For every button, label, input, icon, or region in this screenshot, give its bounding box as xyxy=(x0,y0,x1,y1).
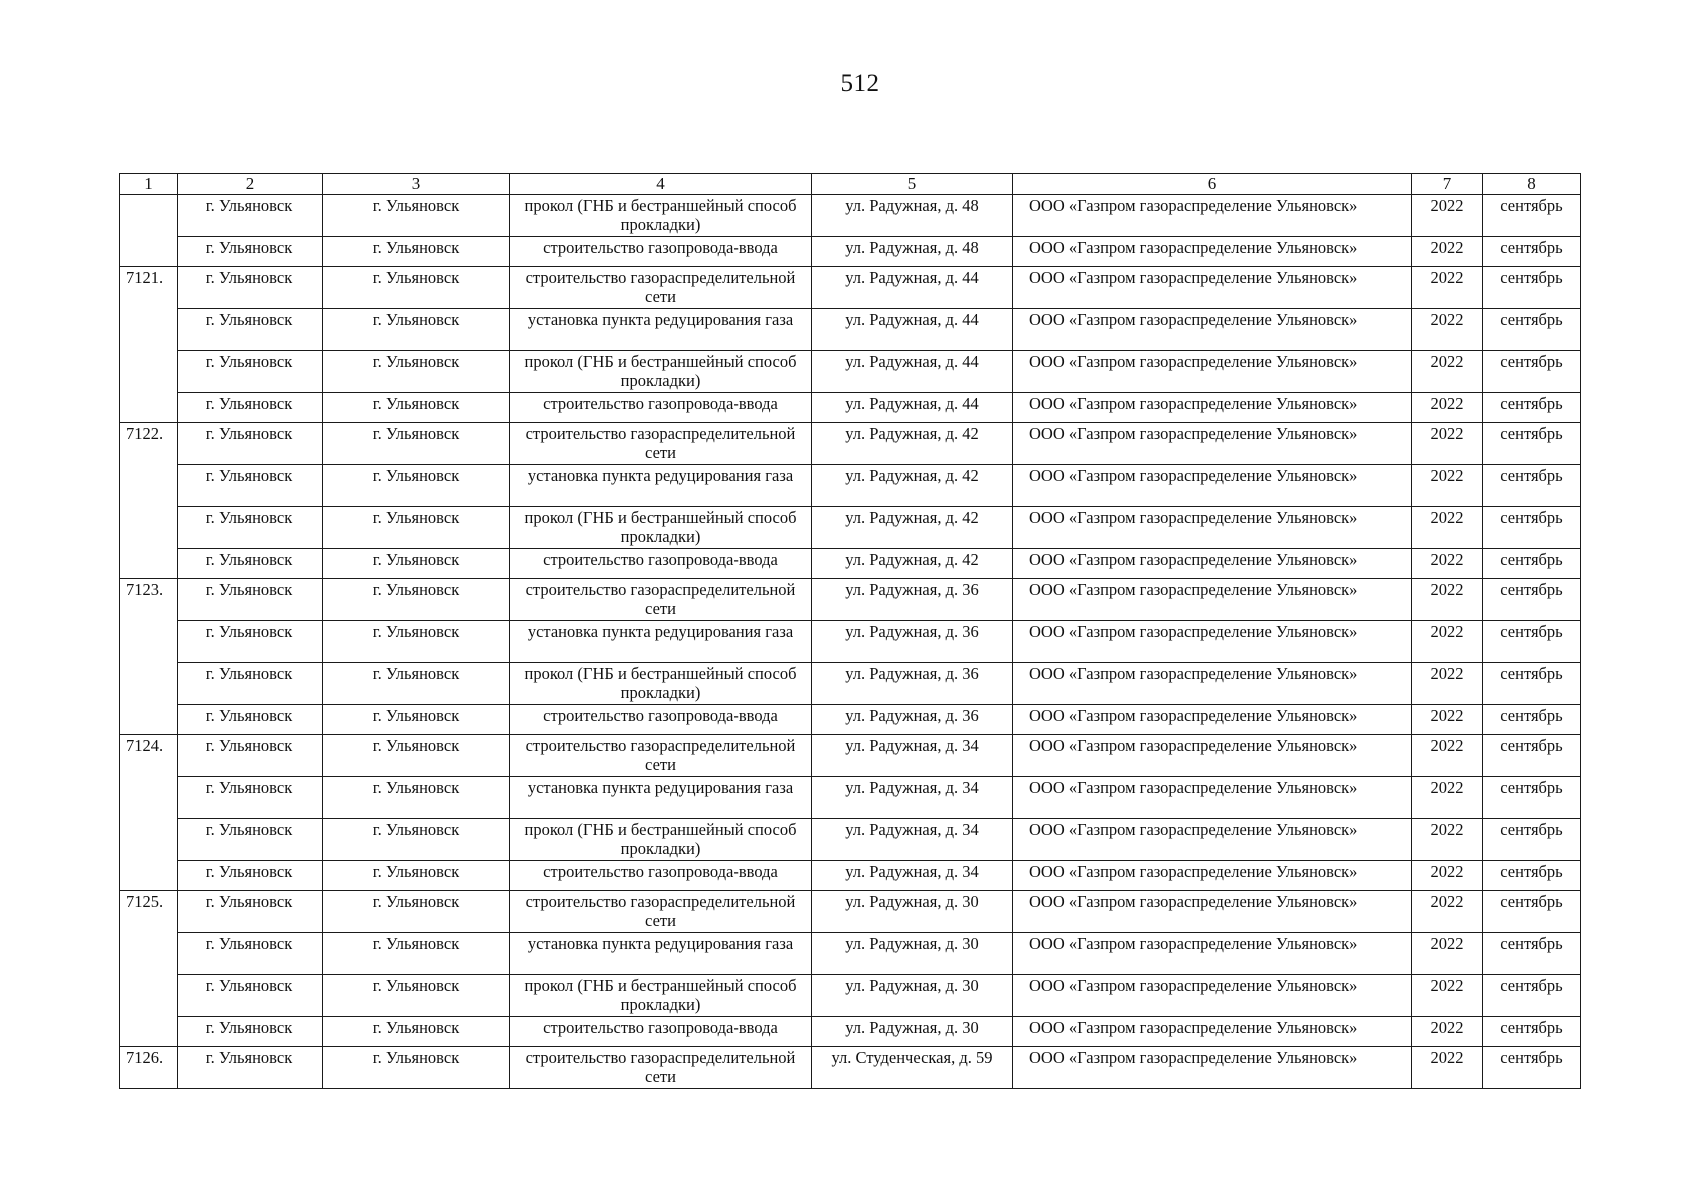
address-cell: ул. Радужная, д. 42 xyxy=(812,507,1013,549)
table-row xyxy=(120,663,1581,705)
region-cell: г. Ульяновск xyxy=(178,507,323,549)
row-number-cell: 7126. xyxy=(120,1047,178,1089)
month-cell: сентябрь xyxy=(1483,267,1581,309)
organization-cell: ООО «Газпром газораспределение Ульяновск» xyxy=(1013,1017,1412,1047)
settlement-cell: г. Ульяновск xyxy=(323,423,510,465)
settlement-cell: г. Ульяновск xyxy=(323,195,510,237)
row-number-cell: 7123. xyxy=(120,579,178,621)
address-cell: ул. Радужная, д. 30 xyxy=(812,933,1013,975)
year-cell: 2022 xyxy=(1412,309,1483,351)
organization-cell: ООО «Газпром газораспределение Ульяновск» xyxy=(1013,819,1412,861)
year-cell: 2022 xyxy=(1412,891,1483,933)
row-number-cell: 7125. xyxy=(120,891,178,933)
month-cell: сентябрь xyxy=(1483,351,1581,393)
year-cell: 2022 xyxy=(1412,465,1483,507)
region-cell: г. Ульяновск xyxy=(178,579,323,621)
month-cell: сентябрь xyxy=(1483,1017,1581,1047)
month-cell: сентябрь xyxy=(1483,465,1581,507)
region-cell: г. Ульяновск xyxy=(178,705,323,735)
settlement-cell: г. Ульяновск xyxy=(323,237,510,267)
settlement-cell: г. Ульяновск xyxy=(323,579,510,621)
table-row xyxy=(120,423,1581,465)
work-type-cell: строительство газопровода-ввода xyxy=(510,237,812,267)
table-row xyxy=(120,195,1581,237)
work-type-cell: строительство газопровода-ввода xyxy=(510,549,812,579)
organization-cell: ООО «Газпром газораспределение Ульяновск» xyxy=(1013,195,1412,237)
year-cell: 2022 xyxy=(1412,1047,1483,1089)
table-row xyxy=(120,819,1581,861)
organization-cell: ООО «Газпром газораспределение Ульяновск» xyxy=(1013,267,1412,309)
settlement-cell: г. Ульяновск xyxy=(323,777,510,819)
year-cell: 2022 xyxy=(1412,195,1483,237)
organization-cell: ООО «Газпром газораспределение Ульяновск» xyxy=(1013,237,1412,267)
table-row xyxy=(120,237,1581,267)
month-cell: сентябрь xyxy=(1483,663,1581,705)
year-cell: 2022 xyxy=(1412,819,1483,861)
month-cell: сентябрь xyxy=(1483,1047,1581,1089)
organization-cell: ООО «Газпром газораспределение Ульяновск» xyxy=(1013,393,1412,423)
organization-cell: ООО «Газпром газораспределение Ульяновск» xyxy=(1013,507,1412,549)
row-number-cell xyxy=(120,1017,178,1047)
row-number-cell xyxy=(120,777,178,819)
region-cell: г. Ульяновск xyxy=(178,861,323,891)
region-cell: г. Ульяновск xyxy=(178,393,323,423)
region-cell: г. Ульяновск xyxy=(178,465,323,507)
column-header: 8 xyxy=(1483,174,1581,195)
year-cell: 2022 xyxy=(1412,423,1483,465)
column-header: 4 xyxy=(510,174,812,195)
region-cell: г. Ульяновск xyxy=(178,549,323,579)
year-cell: 2022 xyxy=(1412,705,1483,735)
settlement-cell: г. Ульяновск xyxy=(323,393,510,423)
address-cell: ул. Радужная, д. 36 xyxy=(812,705,1013,735)
month-cell: сентябрь xyxy=(1483,891,1581,933)
organization-cell: ООО «Газпром газораспределение Ульяновск» xyxy=(1013,351,1412,393)
work-type-cell: установка пункта редуцирования газа xyxy=(510,621,812,663)
settlement-cell: г. Ульяновск xyxy=(323,975,510,1017)
month-cell: сентябрь xyxy=(1483,819,1581,861)
work-type-cell: строительство газопровода-ввода xyxy=(510,1017,812,1047)
work-type-cell: строительство газораспределительной сети xyxy=(510,579,812,621)
address-cell: ул. Радужная, д. 34 xyxy=(812,861,1013,891)
row-number-cell xyxy=(120,195,178,237)
table-row xyxy=(120,579,1581,621)
address-cell: ул. Радужная, д. 30 xyxy=(812,975,1013,1017)
column-header: 5 xyxy=(812,174,1013,195)
year-cell: 2022 xyxy=(1412,1017,1483,1047)
table-row xyxy=(120,933,1581,975)
month-cell: сентябрь xyxy=(1483,777,1581,819)
row-number-cell xyxy=(120,309,178,351)
settlement-cell: г. Ульяновск xyxy=(323,861,510,891)
row-number-cell xyxy=(120,351,178,393)
year-cell: 2022 xyxy=(1412,237,1483,267)
row-number-cell xyxy=(120,975,178,1017)
work-type-cell: строительство газораспределительной сети xyxy=(510,267,812,309)
settlement-cell: г. Ульяновск xyxy=(323,621,510,663)
month-cell: сентябрь xyxy=(1483,309,1581,351)
column-header: 2 xyxy=(178,174,323,195)
work-type-cell: строительство газораспределительной сети xyxy=(510,1047,812,1089)
address-cell: ул. Студенческая, д. 59 xyxy=(812,1047,1013,1089)
address-cell: ул. Радужная, д. 42 xyxy=(812,549,1013,579)
region-cell: г. Ульяновск xyxy=(178,975,323,1017)
organization-cell: ООО «Газпром газораспределение Ульяновск» xyxy=(1013,663,1412,705)
work-type-cell: установка пункта редуцирования газа xyxy=(510,465,812,507)
page-number: 512 xyxy=(840,70,880,97)
address-cell: ул. Радужная, д. 36 xyxy=(812,621,1013,663)
region-cell: г. Ульяновск xyxy=(178,621,323,663)
work-type-cell: установка пункта редуцирования газа xyxy=(510,777,812,819)
table-header-row xyxy=(120,174,1581,195)
table-row xyxy=(120,351,1581,393)
table-row xyxy=(120,861,1581,891)
year-cell: 2022 xyxy=(1412,933,1483,975)
organization-cell: ООО «Газпром газораспределение Ульяновск» xyxy=(1013,465,1412,507)
work-type-cell: прокол (ГНБ и бестраншейный способ прокладки) xyxy=(510,663,812,705)
row-number-cell xyxy=(120,705,178,735)
region-cell: г. Ульяновск xyxy=(178,1017,323,1047)
region-cell: г. Ульяновск xyxy=(178,237,323,267)
region-cell: г. Ульяновск xyxy=(178,891,323,933)
region-cell: г. Ульяновск xyxy=(178,423,323,465)
month-cell: сентябрь xyxy=(1483,861,1581,891)
region-cell: г. Ульяновск xyxy=(178,309,323,351)
table-row xyxy=(120,309,1581,351)
month-cell: сентябрь xyxy=(1483,705,1581,735)
column-header: 7 xyxy=(1412,174,1483,195)
organization-cell: ООО «Газпром газораспределение Ульяновск» xyxy=(1013,891,1412,933)
table-row xyxy=(120,705,1581,735)
table-row xyxy=(120,393,1581,423)
settlement-cell: г. Ульяновск xyxy=(323,663,510,705)
row-number-cell xyxy=(120,861,178,891)
work-type-cell: прокол (ГНБ и бестраншейный способ прокладки) xyxy=(510,819,812,861)
settlement-cell: г. Ульяновск xyxy=(323,891,510,933)
address-cell: ул. Радужная, д. 44 xyxy=(812,309,1013,351)
row-number-cell: 7121. xyxy=(120,267,178,309)
address-cell: ул. Радужная, д. 48 xyxy=(812,195,1013,237)
month-cell: сентябрь xyxy=(1483,423,1581,465)
organization-cell: ООО «Газпром газораспределение Ульяновск» xyxy=(1013,549,1412,579)
year-cell: 2022 xyxy=(1412,735,1483,777)
row-number-cell: 7124. xyxy=(120,735,178,777)
settlement-cell: г. Ульяновск xyxy=(323,1047,510,1089)
work-type-cell: строительство газопровода-ввода xyxy=(510,861,812,891)
organization-cell: ООО «Газпром газораспределение Ульяновск» xyxy=(1013,621,1412,663)
row-number-cell: 7122. xyxy=(120,423,178,465)
row-number-cell xyxy=(120,663,178,705)
row-number-cell xyxy=(120,933,178,975)
table-row xyxy=(120,975,1581,1017)
work-type-cell: строительство газопровода-ввода xyxy=(510,705,812,735)
table-row xyxy=(120,1047,1581,1089)
address-cell: ул. Радужная, д. 30 xyxy=(812,891,1013,933)
settlement-cell: г. Ульяновск xyxy=(323,819,510,861)
region-cell: г. Ульяновск xyxy=(178,663,323,705)
region-cell: г. Ульяновск xyxy=(178,933,323,975)
address-cell: ул. Радужная, д. 30 xyxy=(812,1017,1013,1047)
region-cell: г. Ульяновск xyxy=(178,819,323,861)
work-type-cell: прокол (ГНБ и бестраншейный способ прокладки) xyxy=(510,195,812,237)
work-type-cell: строительство газораспределительной сети xyxy=(510,735,812,777)
table-row xyxy=(120,549,1581,579)
month-cell: сентябрь xyxy=(1483,393,1581,423)
year-cell: 2022 xyxy=(1412,663,1483,705)
organization-cell: ООО «Газпром газораспределение Ульяновск» xyxy=(1013,309,1412,351)
organization-cell: ООО «Газпром газораспределение Ульяновск» xyxy=(1013,423,1412,465)
work-type-cell: строительство газораспределительной сети xyxy=(510,423,812,465)
table-row xyxy=(120,507,1581,549)
settlement-cell: г. Ульяновск xyxy=(323,705,510,735)
table-row xyxy=(120,1017,1581,1047)
address-cell: ул. Радужная, д. 42 xyxy=(812,465,1013,507)
region-cell: г. Ульяновск xyxy=(178,351,323,393)
month-cell: сентябрь xyxy=(1483,549,1581,579)
organization-cell: ООО «Газпром газораспределение Ульяновск» xyxy=(1013,933,1412,975)
month-cell: сентябрь xyxy=(1483,507,1581,549)
region-cell: г. Ульяновск xyxy=(178,777,323,819)
row-number-cell xyxy=(120,507,178,549)
year-cell: 2022 xyxy=(1412,621,1483,663)
organization-cell: ООО «Газпром газораспределение Ульяновск» xyxy=(1013,705,1412,735)
organization-cell: ООО «Газпром газораспределение Ульяновск» xyxy=(1013,735,1412,777)
work-type-cell: установка пункта редуцирования газа xyxy=(510,309,812,351)
year-cell: 2022 xyxy=(1412,861,1483,891)
region-cell: г. Ульяновск xyxy=(178,735,323,777)
row-number-cell xyxy=(120,237,178,267)
month-cell: сентябрь xyxy=(1483,735,1581,777)
settlement-cell: г. Ульяновск xyxy=(323,465,510,507)
organization-cell: ООО «Газпром газораспределение Ульяновск» xyxy=(1013,1047,1412,1089)
settlement-cell: г. Ульяновск xyxy=(323,549,510,579)
address-cell: ул. Радужная, д. 34 xyxy=(812,819,1013,861)
month-cell: сентябрь xyxy=(1483,975,1581,1017)
address-cell: ул. Радужная, д. 36 xyxy=(812,663,1013,705)
table-row xyxy=(120,735,1581,777)
settlement-cell: г. Ульяновск xyxy=(323,507,510,549)
month-cell: сентябрь xyxy=(1483,933,1581,975)
work-type-cell: строительство газораспределительной сети xyxy=(510,891,812,933)
year-cell: 2022 xyxy=(1412,393,1483,423)
organization-cell: ООО «Газпром газораспределение Ульяновск» xyxy=(1013,579,1412,621)
year-cell: 2022 xyxy=(1412,267,1483,309)
year-cell: 2022 xyxy=(1412,507,1483,549)
region-cell: г. Ульяновск xyxy=(178,195,323,237)
works-table xyxy=(119,173,1581,1089)
month-cell: сентябрь xyxy=(1483,579,1581,621)
organization-cell: ООО «Газпром газораспределение Ульяновск» xyxy=(1013,777,1412,819)
column-header: 6 xyxy=(1013,174,1412,195)
settlement-cell: г. Ульяновск xyxy=(323,309,510,351)
year-cell: 2022 xyxy=(1412,549,1483,579)
address-cell: ул. Радужная, д. 44 xyxy=(812,351,1013,393)
row-number-cell xyxy=(120,819,178,861)
settlement-cell: г. Ульяновск xyxy=(323,735,510,777)
region-cell: г. Ульяновск xyxy=(178,1047,323,1089)
table-body xyxy=(120,195,1581,1089)
address-cell: ул. Радужная, д. 42 xyxy=(812,423,1013,465)
column-header: 3 xyxy=(323,174,510,195)
organization-cell: ООО «Газпром газораспределение Ульяновск» xyxy=(1013,975,1412,1017)
region-cell: г. Ульяновск xyxy=(178,267,323,309)
work-type-cell: прокол (ГНБ и бестраншейный способ прокладки) xyxy=(510,507,812,549)
address-cell: ул. Радужная, д. 36 xyxy=(812,579,1013,621)
table-row xyxy=(120,891,1581,933)
table-row xyxy=(120,465,1581,507)
table-row xyxy=(120,267,1581,309)
year-cell: 2022 xyxy=(1412,579,1483,621)
settlement-cell: г. Ульяновск xyxy=(323,933,510,975)
address-cell: ул. Радужная, д. 34 xyxy=(812,777,1013,819)
settlement-cell: г. Ульяновск xyxy=(323,351,510,393)
row-number-cell xyxy=(120,549,178,579)
work-type-cell: прокол (ГНБ и бестраншейный способ прокладки) xyxy=(510,975,812,1017)
month-cell: сентябрь xyxy=(1483,237,1581,267)
work-type-cell: строительство газопровода-ввода xyxy=(510,393,812,423)
month-cell: сентябрь xyxy=(1483,195,1581,237)
address-cell: ул. Радужная, д. 44 xyxy=(812,393,1013,423)
month-cell: сентябрь xyxy=(1483,621,1581,663)
table-row xyxy=(120,777,1581,819)
settlement-cell: г. Ульяновск xyxy=(323,267,510,309)
work-type-cell: установка пункта редуцирования газа xyxy=(510,933,812,975)
row-number-cell xyxy=(120,621,178,663)
address-cell: ул. Радужная, д. 48 xyxy=(812,237,1013,267)
row-number-cell xyxy=(120,393,178,423)
work-type-cell: прокол (ГНБ и бестраншейный способ прокладки) xyxy=(510,351,812,393)
address-cell: ул. Радужная, д. 34 xyxy=(812,735,1013,777)
table-row xyxy=(120,621,1581,663)
organization-cell: ООО «Газпром газораспределение Ульяновск» xyxy=(1013,861,1412,891)
column-header: 1 xyxy=(120,174,178,195)
year-cell: 2022 xyxy=(1412,351,1483,393)
year-cell: 2022 xyxy=(1412,975,1483,1017)
settlement-cell: г. Ульяновск xyxy=(323,1017,510,1047)
year-cell: 2022 xyxy=(1412,777,1483,819)
address-cell: ул. Радужная, д. 44 xyxy=(812,267,1013,309)
row-number-cell xyxy=(120,465,178,507)
